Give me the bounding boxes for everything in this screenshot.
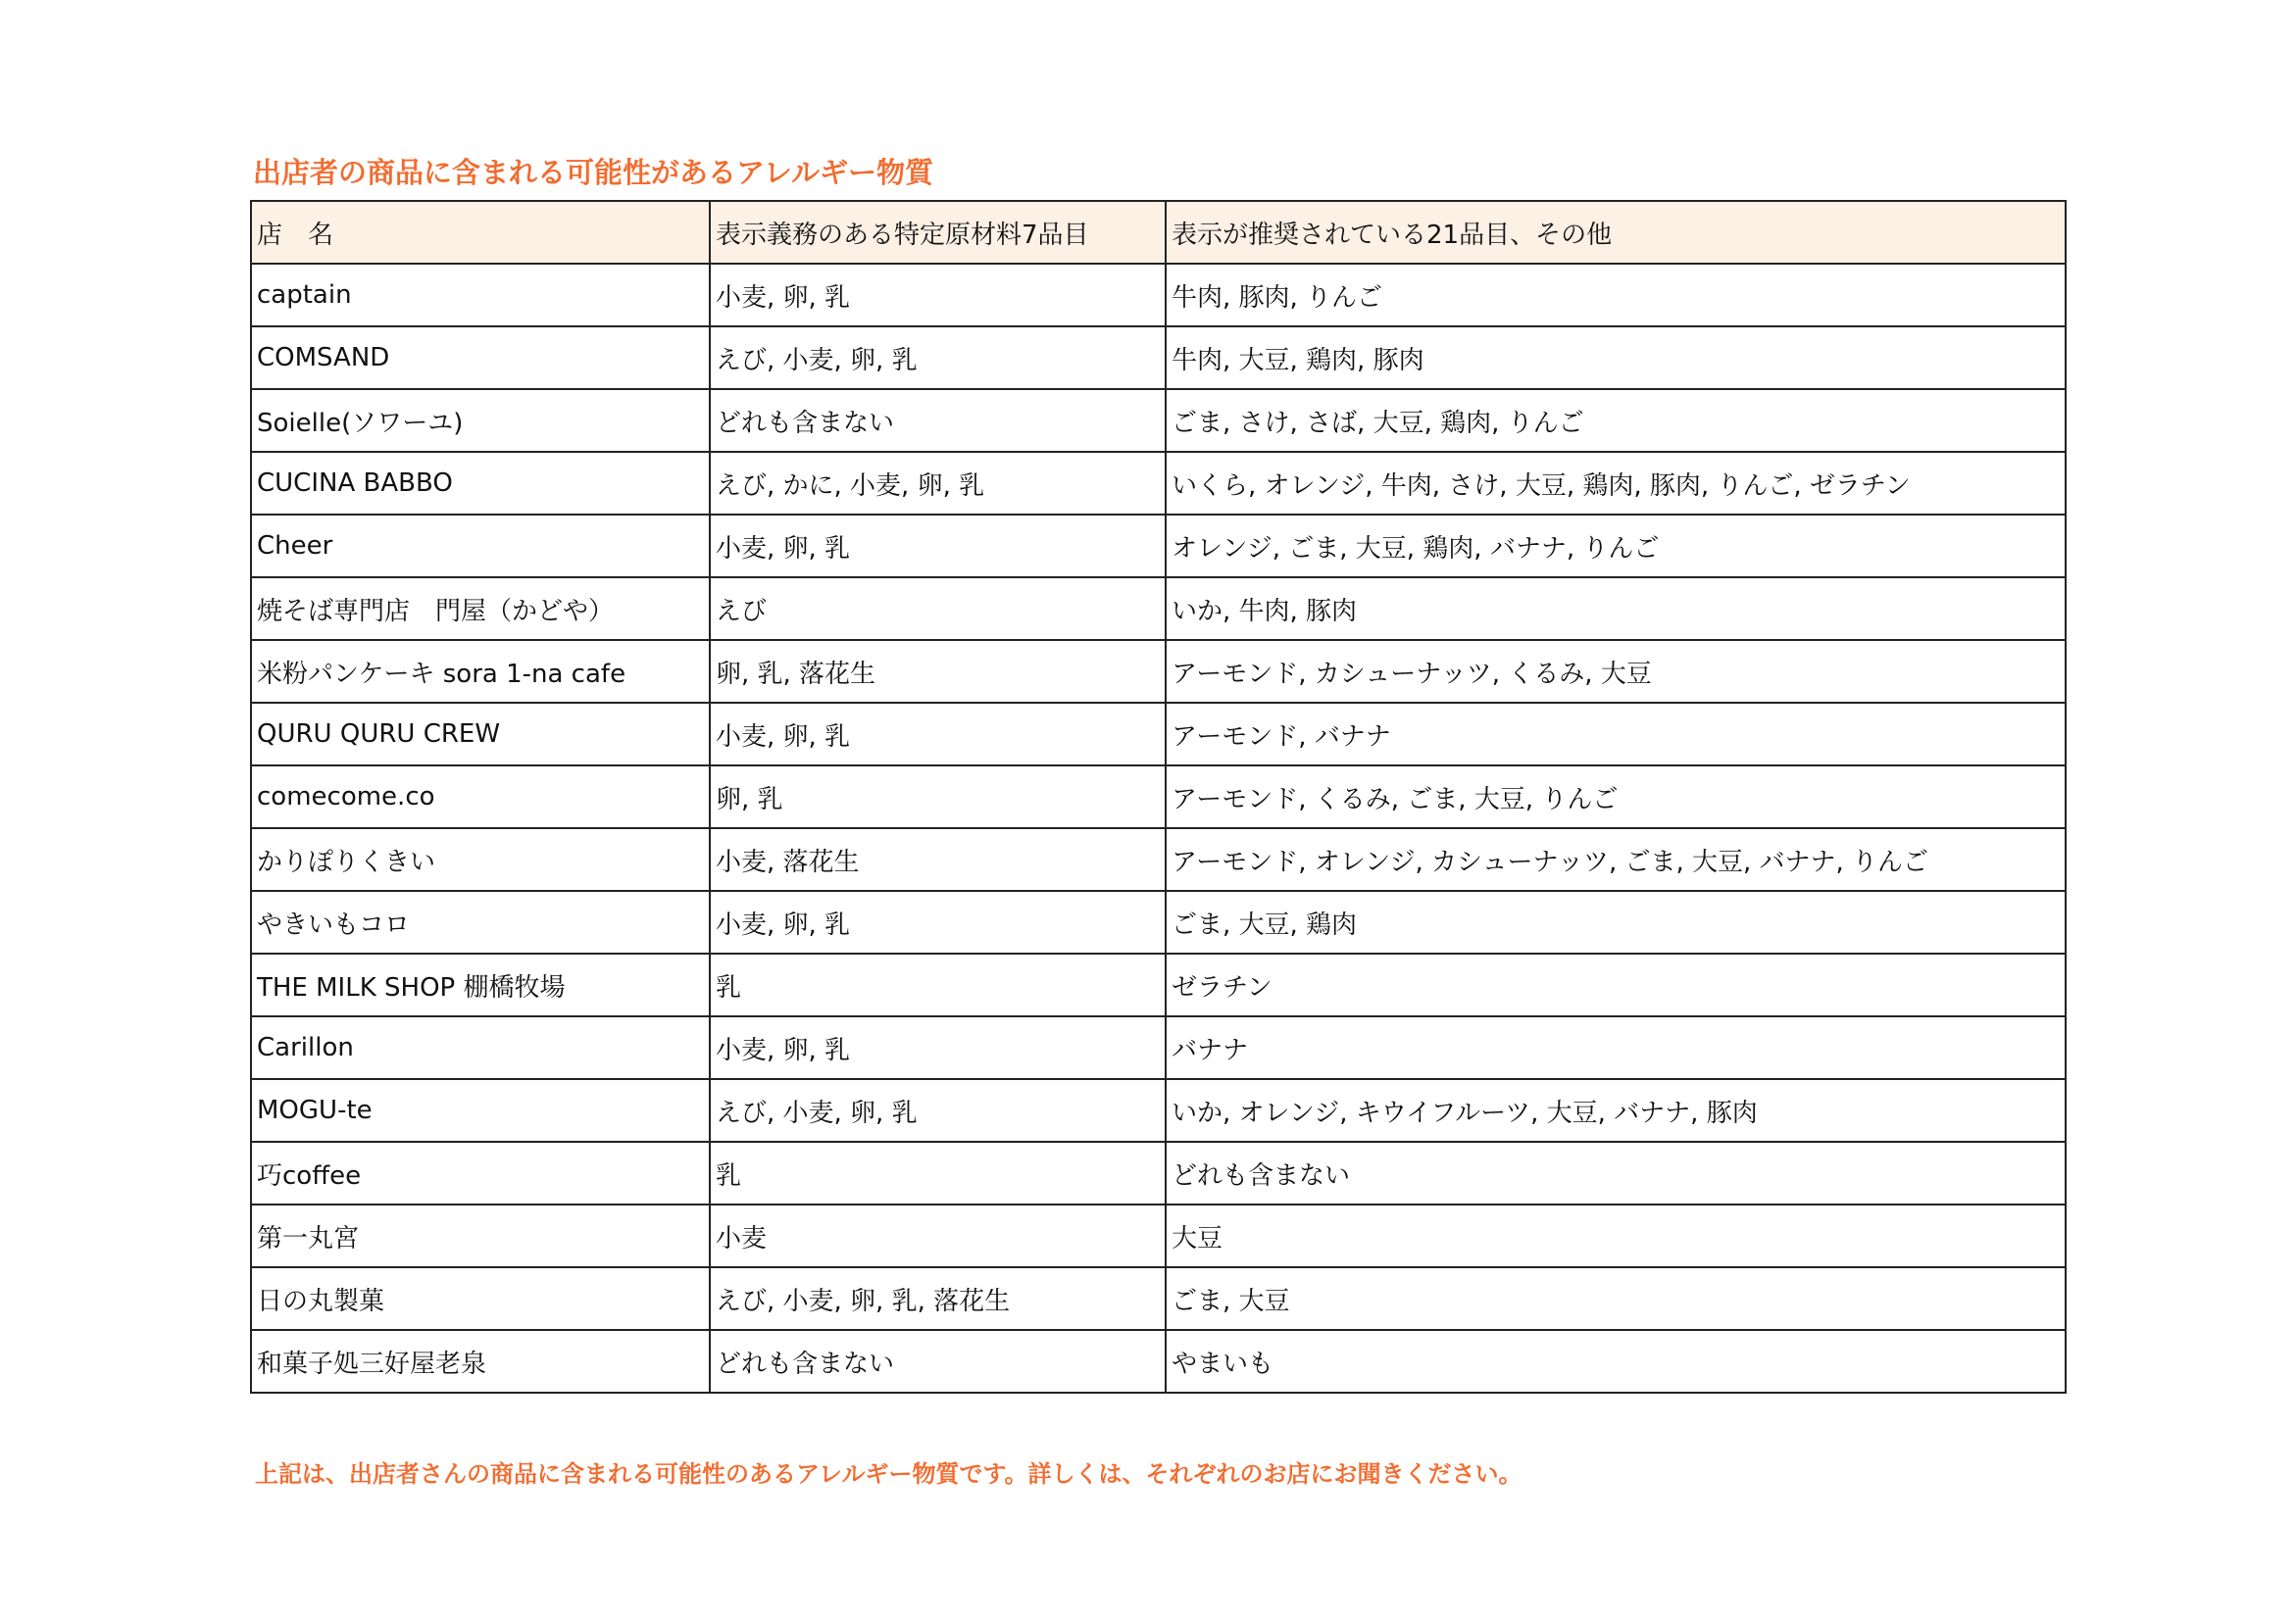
table-body — [251, 264, 2066, 1393]
cell-shop-name: CUCINA BABBO — [251, 452, 710, 515]
cell-shop-name: 焼そば専門店 門屋（かどや） — [251, 577, 710, 640]
cell-mandatory-allergens: えび, かに, 小麦, 卵, 乳 — [710, 452, 1166, 515]
table-row — [251, 326, 2066, 389]
table-row — [251, 1016, 2066, 1079]
cell-recommended-allergens: アーモンド, カシューナッツ, くるみ, 大豆 — [1166, 640, 2066, 703]
cell-mandatory-allergens: どれも含まない — [710, 389, 1166, 452]
cell-shop-name: comecome.co — [251, 765, 710, 828]
table-row — [251, 1142, 2066, 1205]
table-row — [251, 577, 2066, 640]
cell-mandatory-allergens: えび, 小麦, 卵, 乳, 落花生 — [710, 1267, 1166, 1330]
cell-mandatory-allergens: 乳 — [710, 954, 1166, 1016]
table-row — [251, 1079, 2066, 1142]
cell-mandatory-allergens: 乳 — [710, 1142, 1166, 1205]
table-row — [251, 389, 2066, 452]
cell-mandatory-allergens: どれも含まない — [710, 1330, 1166, 1393]
cell-mandatory-allergens: 小麦, 卵, 乳 — [710, 515, 1166, 577]
header-shop-name: 店 名 — [251, 201, 710, 264]
cell-recommended-allergens: バナナ — [1166, 1016, 2066, 1079]
table-row — [251, 640, 2066, 703]
cell-shop-name: 第一丸宮 — [251, 1205, 710, 1267]
cell-shop-name: MOGU-te — [251, 1079, 710, 1142]
cell-shop-name: Cheer — [251, 515, 710, 577]
cell-recommended-allergens: ごま, 大豆, 鶏肉 — [1166, 891, 2066, 954]
table-row — [251, 891, 2066, 954]
cell-shop-name: 巧coffee — [251, 1142, 710, 1205]
cell-recommended-allergens: ごま, さけ, さば, 大豆, 鶏肉, りんご — [1166, 389, 2066, 452]
cell-recommended-allergens: いか, オレンジ, キウイフルーツ, 大豆, バナナ, 豚肉 — [1166, 1079, 2066, 1142]
footnote: 上記は、出店者さんの商品に含まれる可能性のあるアレルギー物質です。詳しくは、それぞれのお店にお聞きください。 — [255, 1460, 1522, 1488]
cell-mandatory-allergens: えび, 小麦, 卵, 乳 — [710, 326, 1166, 389]
cell-recommended-allergens: アーモンド, オレンジ, カシューナッツ, ごま, 大豆, バナナ, りんご — [1166, 828, 2066, 891]
table-row — [251, 1267, 2066, 1330]
cell-shop-name: 日の丸製菓 — [251, 1267, 710, 1330]
cell-shop-name: 和菓子処三好屋老泉 — [251, 1330, 710, 1393]
table-row — [251, 264, 2066, 326]
cell-recommended-allergens: 牛肉, 大豆, 鶏肉, 豚肉 — [1166, 326, 2066, 389]
cell-recommended-allergens: やまいも — [1166, 1330, 2066, 1393]
cell-shop-name: かりぽりくきい — [251, 828, 710, 891]
header-mandatory-allergens: 表示義務のある特定原材料7品目 — [710, 201, 1166, 264]
cell-recommended-allergens: いか, 牛肉, 豚肉 — [1166, 577, 2066, 640]
cell-mandatory-allergens: 小麦, 卵, 乳 — [710, 703, 1166, 765]
cell-mandatory-allergens: えび, 小麦, 卵, 乳 — [710, 1079, 1166, 1142]
allergy-table — [250, 200, 2067, 1394]
cell-mandatory-allergens: 小麦, 卵, 乳 — [710, 1016, 1166, 1079]
cell-recommended-allergens: 牛肉, 豚肉, りんご — [1166, 264, 2066, 326]
table-header-row — [251, 201, 2066, 264]
page-title: 出店者の商品に含まれる可能性があるアレルギー物質 — [253, 156, 934, 189]
table-row — [251, 765, 2066, 828]
cell-recommended-allergens: どれも含まない — [1166, 1142, 2066, 1205]
cell-shop-name: Soielle(ソワーユ) — [251, 389, 710, 452]
cell-mandatory-allergens: 小麦, 卵, 乳 — [710, 264, 1166, 326]
table-row — [251, 515, 2066, 577]
cell-recommended-allergens: いくら, オレンジ, 牛肉, さけ, 大豆, 鶏肉, 豚肉, りんご, ゼラチン — [1166, 452, 2066, 515]
cell-shop-name: QURU QURU CREW — [251, 703, 710, 765]
table-row — [251, 703, 2066, 765]
table-row — [251, 1205, 2066, 1267]
cell-mandatory-allergens: 小麦, 卵, 乳 — [710, 891, 1166, 954]
cell-recommended-allergens: 大豆 — [1166, 1205, 2066, 1267]
cell-recommended-allergens: オレンジ, ごま, 大豆, 鶏肉, バナナ, りんご — [1166, 515, 2066, 577]
cell-mandatory-allergens: 卵, 乳, 落花生 — [710, 640, 1166, 703]
cell-shop-name: THE MILK SHOP 棚橋牧場 — [251, 954, 710, 1016]
header-recommended-allergens: 表示が推奨されている21品目、その他 — [1166, 201, 2066, 264]
cell-recommended-allergens: アーモンド, バナナ — [1166, 703, 2066, 765]
cell-recommended-allergens: ゼラチン — [1166, 954, 2066, 1016]
cell-shop-name: やきいもコロ — [251, 891, 710, 954]
cell-mandatory-allergens: 小麦, 落花生 — [710, 828, 1166, 891]
cell-mandatory-allergens: 小麦 — [710, 1205, 1166, 1267]
table-row — [251, 452, 2066, 515]
cell-recommended-allergens: アーモンド, くるみ, ごま, 大豆, りんご — [1166, 765, 2066, 828]
cell-shop-name: Carillon — [251, 1016, 710, 1079]
table-row — [251, 828, 2066, 891]
cell-mandatory-allergens: 卵, 乳 — [710, 765, 1166, 828]
cell-shop-name: COMSAND — [251, 326, 710, 389]
cell-shop-name: 米粉パンケーキ sora 1-na cafe — [251, 640, 710, 703]
table-row — [251, 954, 2066, 1016]
cell-mandatory-allergens: えび — [710, 577, 1166, 640]
cell-shop-name: captain — [251, 264, 710, 326]
cell-recommended-allergens: ごま, 大豆 — [1166, 1267, 2066, 1330]
table-row — [251, 1330, 2066, 1393]
